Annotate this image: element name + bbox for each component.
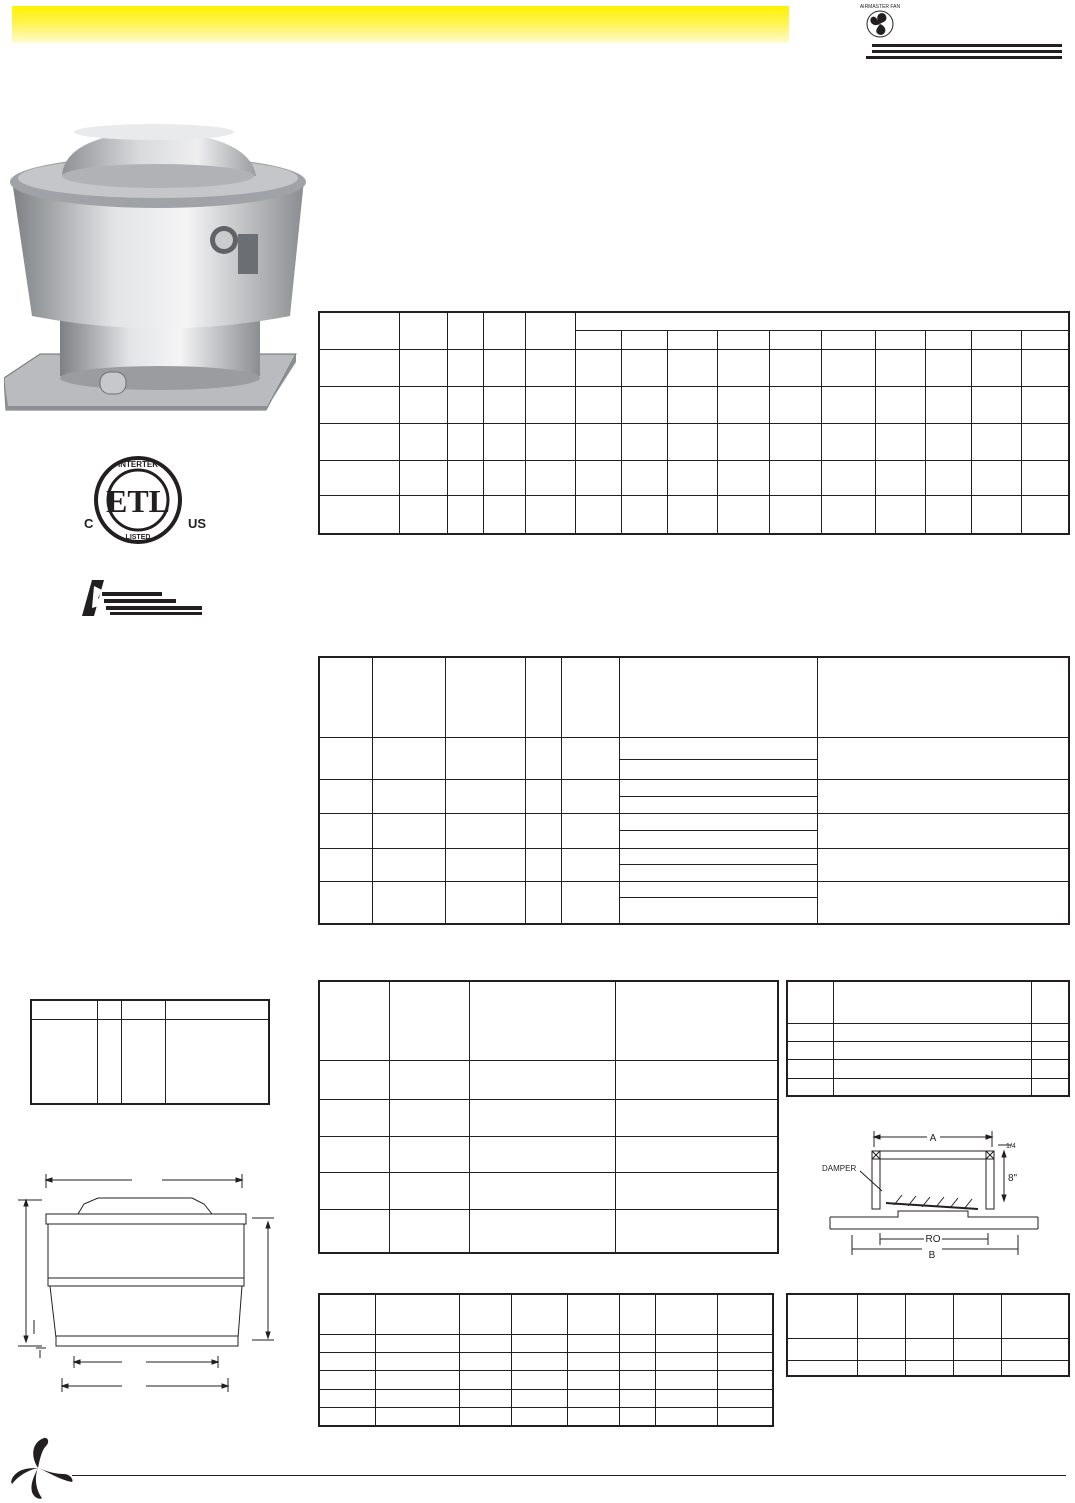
- perf-header-span-cell: [575, 312, 1069, 330]
- table-row: [319, 1060, 778, 1099]
- specification-table: [318, 656, 1070, 925]
- table-row: [319, 1099, 778, 1136]
- perf-subheader-cell: [621, 330, 667, 349]
- dim-label-side: 1/4: [1006, 1143, 1016, 1150]
- table-row: [319, 1370, 773, 1389]
- perf-subheader-cell: [925, 330, 971, 349]
- perf-header-cell: [399, 312, 447, 349]
- table-row: [319, 779, 1069, 796]
- bottom-right-table: [786, 1293, 1070, 1377]
- brand-logo: [850, 0, 1065, 62]
- dimensions-table: [318, 980, 779, 1254]
- perf-subheader-cell: [1021, 330, 1069, 349]
- damper-table: [786, 980, 1070, 1097]
- table-row: [319, 1136, 778, 1172]
- table-row: [319, 460, 1069, 495]
- table-row: [319, 423, 1069, 460]
- perf-subheader-cell: [769, 330, 821, 349]
- table-row: [31, 1019, 269, 1104]
- table-row: [319, 495, 1069, 534]
- perf-header-cell: [525, 312, 575, 349]
- table-row: [787, 1023, 1069, 1041]
- etl-right-country: US: [188, 516, 207, 531]
- table-row: [319, 1172, 778, 1209]
- etl-ring-bottom: LISTED: [125, 534, 151, 541]
- dim-label-a: A: [929, 1133, 937, 1144]
- dim-label-height: 8": [1008, 1173, 1018, 1184]
- etl-listed-mark: [82, 454, 216, 546]
- small-legend-table: [30, 999, 270, 1105]
- table-row: [319, 1389, 773, 1407]
- bottom-data-table: [318, 1293, 774, 1427]
- perf-subheader-cell: [821, 330, 875, 349]
- table-row: [319, 349, 1069, 386]
- perf-subheader-cell: [717, 330, 769, 349]
- table-row: [787, 1041, 1069, 1059]
- perf-header-cell: [483, 312, 525, 349]
- perf-subheader-cell: [575, 330, 621, 349]
- table-row: [319, 1407, 773, 1426]
- table-row: [319, 881, 1069, 897]
- table-row: [319, 813, 1069, 830]
- table-row: [319, 1209, 778, 1253]
- table-row: [787, 1360, 1069, 1376]
- performance-table: [318, 311, 1070, 535]
- table-row: [319, 1352, 773, 1370]
- table-row: [319, 1334, 773, 1352]
- exhaust-fan-photo: [4, 116, 312, 412]
- table-row: [787, 1078, 1069, 1096]
- footer-fan-logo: [4, 1434, 78, 1502]
- perf-header-cell: [319, 312, 399, 349]
- perf-subheader-cell: [875, 330, 925, 349]
- table-row: [319, 737, 1069, 759]
- table-row: [787, 1338, 1069, 1360]
- brand-ring-text: AIRMASTER FAN: [859, 4, 901, 10]
- perf-subheader-cell: [971, 330, 1021, 349]
- etl-ring-top: INTERTEK: [118, 460, 158, 469]
- damper-label: DAMPER: [822, 1164, 857, 1173]
- footer-rule: [72, 1475, 1066, 1476]
- perf-subheader-cell: [667, 330, 717, 349]
- damper-diagram: [822, 1125, 1062, 1260]
- dim-label-b: B: [928, 1250, 936, 1260]
- perf-header-cell: [447, 312, 483, 349]
- etl-left-country: C: [84, 516, 94, 531]
- table-row: [319, 386, 1069, 423]
- dim-label-ro: RO: [925, 1234, 941, 1245]
- etl-letters: ETL: [105, 483, 171, 519]
- table-row: [787, 1059, 1069, 1078]
- fan-dimension-drawing: [12, 1170, 284, 1400]
- header-banner: [12, 6, 789, 43]
- certification-logo: [80, 578, 206, 618]
- table-row: [319, 848, 1069, 864]
